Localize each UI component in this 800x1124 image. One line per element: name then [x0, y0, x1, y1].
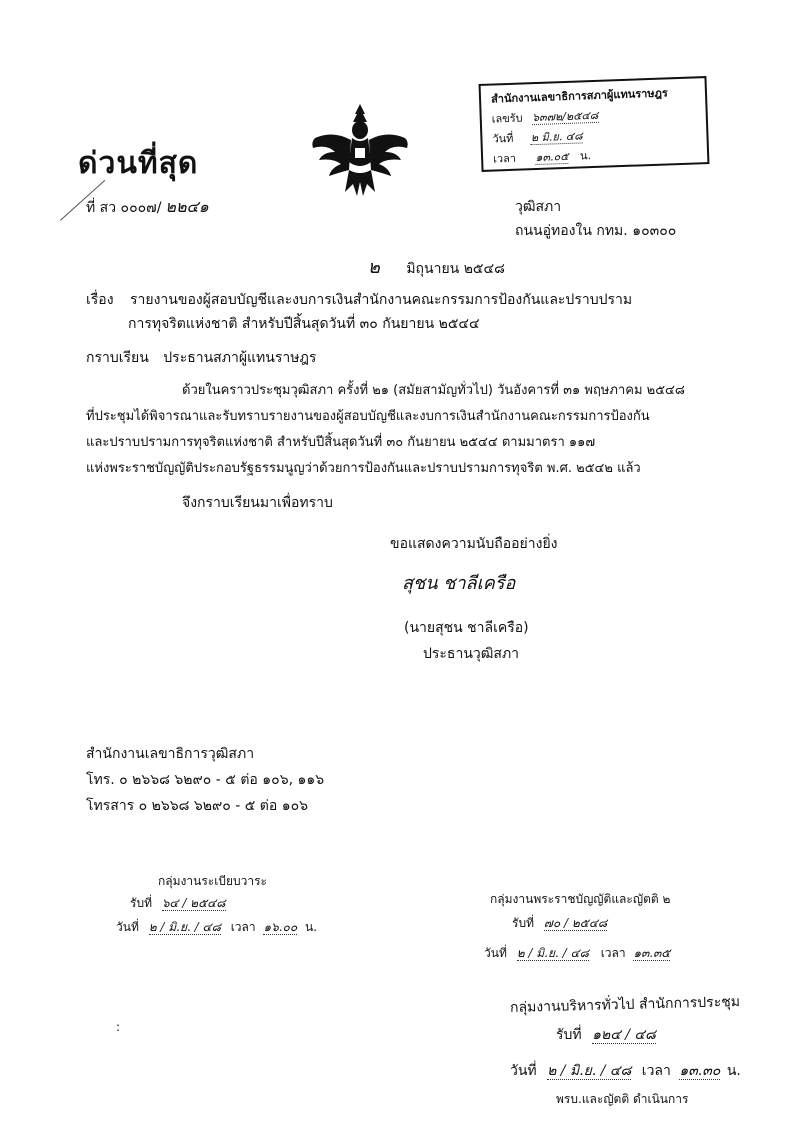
ref-number: ที่ สว ๐๐๐๗/ [86, 200, 162, 216]
date-rest: มิถุนายน ๒๕๔๘ [406, 261, 505, 277]
agenda-time-label: เวลา [230, 920, 256, 934]
ref-row [86, 195, 209, 220]
salutation-label: กราบเรียน [86, 350, 149, 366]
admin-time-unit: น. [726, 1063, 741, 1079]
stamp-date-label: วันที่ [492, 131, 514, 146]
subject-line-2: การทุจริตแห่งชาติ สำหรับปีสิ้นสุดวันที่ ๓๐ กันยายน ๒๕๔๔ [128, 316, 480, 332]
agenda-date-value: ๒ / มิ.ย. / ๔๘ [148, 920, 221, 934]
stamp-date-value: ๒ มิ.ย. ๔๘ [530, 129, 583, 145]
admin-stamp-group: กลุ่มงานบริหารทั่วไป สำนักการประชุม [509, 993, 741, 1017]
received-stamp [479, 76, 710, 172]
stamp-office: สำนักงานเลขาธิการสภาผู้แทนราษฎร [490, 86, 669, 106]
footer-office: สำนักงานเลขาธิการวุฒิสภา [86, 746, 255, 762]
stray-mark: : [116, 1020, 121, 1034]
admin-stamp-note: พรบ.และญัตติ ดำเนินการ [556, 1092, 689, 1106]
subject-row [86, 289, 632, 311]
body-line-1: ด้วยในคราวประชุมวุฒิสภา ครั้งที่ ๒๑ (สมัยสามัญทั่วไป) วันอังคารที่ ๓๑ พฤษภาคม ๒๕๔๘ [182, 383, 685, 398]
regards: ขอแสดงความนับถืออย่างยิ่ง [390, 536, 558, 552]
body-line-4: แห่งพระราชบัญญัติประกอบรัฐธรรมนูญว่าด้วยการป้องกันและปราบปรามการทุจริต พ.ศ. ๒๕๔๒ แล้ว [86, 461, 641, 476]
law-stamp-group: กลุ่มงานพระราชบัญญัติและญัตติ ๒ [490, 892, 671, 906]
stamp-time-label: เวลา [492, 151, 517, 166]
law-time-label: เวลา [600, 946, 626, 960]
agenda-received-value: ๖๔ / ๒๕๔๘ [161, 896, 226, 910]
admin-received-label: รับที่ [556, 1027, 582, 1043]
admin-received-value: ๑๒๔ / ๔๘ [592, 1027, 656, 1043]
closing-line: จึงกราบเรียนมาเพื่อทราบ [182, 495, 333, 511]
signature: สุชน ชาลีเครือ [402, 573, 516, 594]
law-received-value: ๗๐ / ๒๕๔๘ [543, 916, 608, 930]
sender-address: ถนนอู่ทองใน กทม. ๑๐๓๐๐ [515, 223, 677, 239]
agenda-time-unit: น. [304, 920, 318, 934]
law-date-label: วันที่ [484, 946, 507, 960]
subject-label: เรื่อง [86, 292, 114, 308]
law-stamp-received [512, 914, 607, 933]
admin-stamp-received [556, 1024, 656, 1046]
admin-time-label: เวลา [641, 1063, 671, 1079]
law-received-label: รับที่ [512, 916, 534, 930]
agenda-stamp-group: กลุ่มงานระเบียบวาระ [158, 874, 267, 888]
body-line-2: ที่ประชุมได้พิจารณาและรับทราบรายงานของผู้สอบบัญชีและงบการเงินสำนักงานคณะกรรมการป้องกัน [86, 409, 650, 424]
salutation-row [86, 347, 316, 369]
agenda-date-label: วันที่ [116, 920, 139, 934]
urgency-heading: ด่วนที่สุด [78, 146, 199, 181]
admin-date-value: ๒ / มิ.ย. / ๔๘ [547, 1063, 632, 1079]
body-line-3: และปราบปรามการทุจริตแห่งชาติ สำหรับปีสิ้นสุดวันที่ ๓๐ กันยายน ๒๕๔๔ ตามมาตรา ๑๑๗ [86, 435, 596, 450]
stamp-time-value: ๑๓.๐๕ [535, 149, 569, 165]
law-stamp-date [484, 944, 670, 963]
subject-line-1: รายงานของผู้สอบบัญชีและงบการเงินสำนักงานคณะกรรมการป้องกันและปราบปราม [130, 292, 633, 308]
signer-name: (นายสุชน ชาลีเครือ) [404, 620, 529, 636]
signer-title: ประธานวุฒิสภา [423, 646, 520, 662]
footer-tel: โทร. ๐ ๒๖๖๘ ๖๒๙๐ - ๕ ต่อ ๑๐๖, ๑๑๖ [86, 772, 325, 788]
admin-date-label: วันที่ [510, 1063, 537, 1079]
ref-handwritten: ๒๒๔๑ [165, 197, 209, 216]
stamp-number-value: ๖๓๗๒/๒๕๔๘ [531, 108, 599, 125]
date-day: ๒ [368, 257, 380, 278]
law-date-value: ๒ / มิ.ย. / ๔๘ [516, 946, 589, 960]
agenda-time-value: ๑๖.๐๐ [263, 920, 298, 934]
letter-date [368, 252, 505, 281]
agenda-stamp-received [130, 894, 226, 913]
admin-stamp-date [510, 1060, 741, 1082]
sender-org: วุฒิสภา [515, 199, 562, 215]
footer-fax: โทรสาร ๐ ๒๖๖๘ ๖๒๙๐ - ๕ ต่อ ๑๐๖ [86, 798, 309, 814]
agenda-stamp-date [116, 918, 317, 937]
stamp-number-label: เลขรับ [491, 111, 523, 126]
salutation-value: ประธานสภาผู้แทนราษฎร [163, 350, 317, 366]
stamp-time-unit: น. [579, 149, 592, 163]
agenda-received-label: รับที่ [130, 896, 152, 910]
garuda-emblem-icon [305, 100, 415, 200]
admin-time-value: ๑๓.๓๐ [679, 1063, 721, 1079]
law-time-value: ๑๓.๓๕ [633, 946, 671, 960]
